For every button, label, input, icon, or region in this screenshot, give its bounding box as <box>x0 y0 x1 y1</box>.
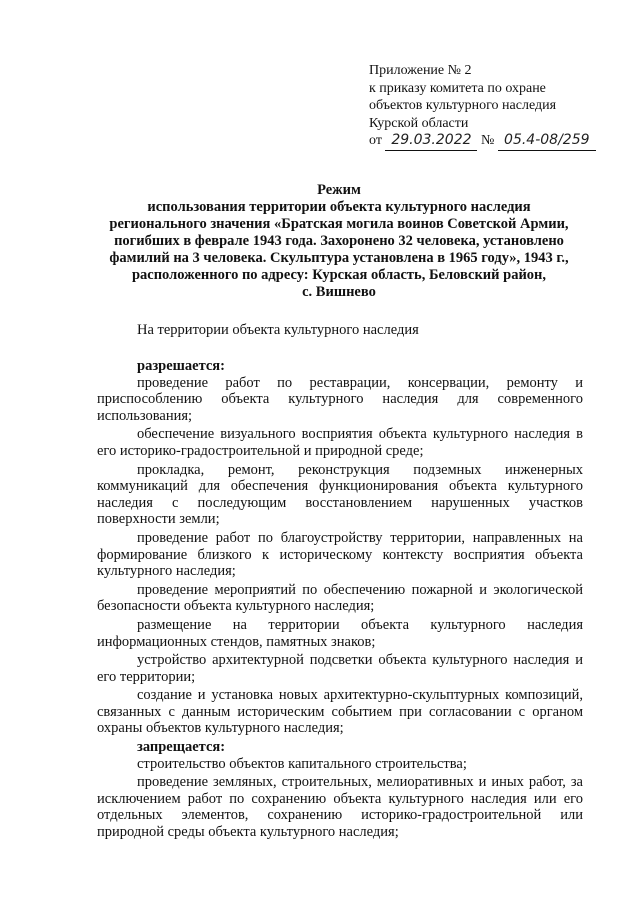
appendix-committee-line: объектов культурного наследия <box>369 98 557 113</box>
forbidden-heading: запрещается: <box>137 739 226 756</box>
handwritten-date: 29.03.2022 <box>391 132 472 148</box>
appendix-order-line: к приказу комитета по охране <box>369 80 546 96</box>
forbidden-item: строительство объектов капитального строительства; <box>137 755 467 772</box>
allowed-item: проведение работ по реставрации, консервации, ремонту и приспособлению объекта культурного наследия для современного использования; <box>97 374 583 424</box>
allowed-item: размещение на территории объекта культурного наследия информационных стендов, памятных знаков; <box>97 616 583 650</box>
allowed-item: устройство архитектурной подсветки объекта культурного наследия и его территории; <box>97 652 583 685</box>
allowed-item: обеспечение визуального восприятия объекта культурного наследия в его историко-градостроительной и природной среде; <box>97 426 583 459</box>
allowed-item: создание и установка новых архитектурно-скульптурных композиций, связанных с данным историческим событием при согласовании с органом охраны объектов культурного наследия; <box>97 687 583 737</box>
handwritten-number: 05.4-08/259 <box>504 132 590 148</box>
allowed-item: проведение работ по благоустройству территории, направленных на формирование близкого к историческому контексту восприятия объекта культурного наследия; <box>97 529 583 580</box>
appendix-region-line: Курской области <box>369 115 469 131</box>
appendix-header <box>369 62 619 151</box>
title-line: погибших в феврале 1943 года. Захоронено 32 человека, установлено <box>114 233 564 249</box>
intro-text: На территории объекта культурного наследия <box>137 322 419 338</box>
appendix-number: Приложение № 2 <box>369 63 472 78</box>
title-line: регионального значения «Братская могила воинов Советской Армии, <box>109 216 569 232</box>
regime-body <box>97 356 583 843</box>
title-line: фамилий на 3 человека. Скульптура установлена в 1965 году», 1943 г., <box>109 250 569 266</box>
number-prefix: № <box>480 133 495 148</box>
forbidden-item: проведение земляных, строительных, мелиоративных и иных работ, за исключением работ по сохранению объекта культурного наследия или его отдельных элементов, сохранению историко-градостроительной или природной среды объекта культурного наследия; <box>97 774 583 841</box>
date-prefix: от <box>369 133 382 148</box>
appendix-date-line <box>369 132 619 151</box>
document-title <box>80 182 598 301</box>
allowed-item: прокладка, ремонт, реконструкция подземных инженерных коммуникаций для обеспечения функционирования объекта культурного наследия с последующим восстановлением нарушенных участков поверхности земли; <box>97 461 583 528</box>
allowed-item: проведение мероприятий по обеспечению пожарной и экологической безопасности объекта культурного наследия; <box>97 581 583 615</box>
title-line: с. Вишнево <box>302 284 376 300</box>
title-heading: Режим <box>317 182 361 198</box>
title-line: использования территории объекта культурного наследия <box>147 199 531 215</box>
allowed-heading: разрешается: <box>137 358 225 374</box>
title-line: расположенного по адресу: Курская область, Беловский район, <box>131 267 547 283</box>
